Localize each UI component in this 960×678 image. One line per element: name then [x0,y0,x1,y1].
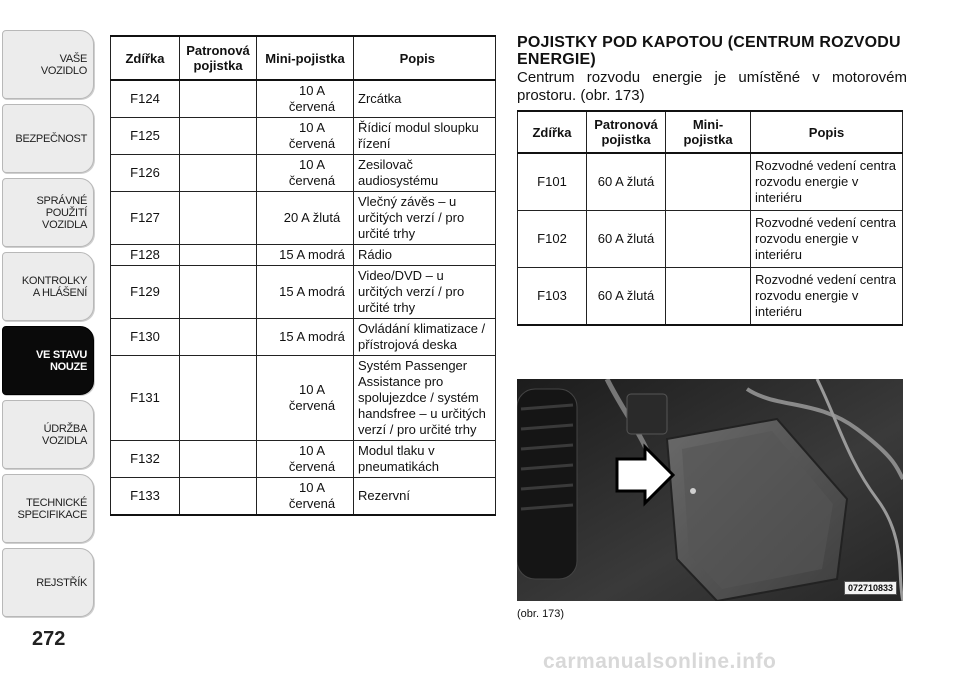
fuse-description: Zrcátka [354,80,496,118]
chapter-tab[interactable] [2,104,94,173]
chapter-tab[interactable] [2,474,94,543]
mini-fuse: 15 A modrá [257,245,354,266]
chapter-tab-label: REJSTŘÍK [36,576,87,589]
mini-fuse: 10 A červená [257,478,354,516]
col-header-mini: Mini-pojistka [666,111,751,153]
cartridge-fuse [180,155,257,192]
table-row [518,153,903,211]
table-row [111,478,496,516]
fuse-slot: F126 [111,155,180,192]
chapter-tab-label: SPRÁVNÉ POUŽITÍ VOZIDLA [36,194,87,231]
figure-caption: (obr. 173) [517,608,565,620]
fuse-description: Rozvodné vedení centra rozvodu energie v interiéru [751,153,903,211]
table-row [111,245,496,266]
mini-fuse: 10 A červená [257,356,354,441]
fuse-slot: F125 [111,118,180,155]
fuse-description: Rozvodné vedení centra rozvodu energie v interiéru [751,211,903,268]
fuse-description: Vlečný závěs – u určitých verzí / pro určité trhy [354,192,496,245]
chapter-tab[interactable] [2,178,94,247]
section-intro: Centrum rozvodu energie je umístěné v motorovém prostoru. (obr. 173) [517,69,907,104]
chapter-tabs [0,0,98,600]
fuse-slot: F131 [111,356,180,441]
chapter-tab[interactable] [2,548,94,617]
col-header-code: Zdířka [111,36,180,80]
col-header-desc: Popis [354,36,496,80]
col-header-code: Zdířka [518,111,587,153]
cartridge-fuse [180,356,257,441]
table-row [111,266,496,319]
fuse-table-left [110,35,496,516]
col-header-cartridge: Patronová pojistka [587,111,666,153]
fuse-slot: F130 [111,319,180,356]
table-row [111,441,496,478]
table-row [111,80,496,118]
watermark: carmanualsonline.info [543,650,777,673]
fuse-description: Zesilovač audiosystému [354,155,496,192]
chapter-tab-label: VE STAVU NOUZE [36,348,87,373]
fuse-slot: F129 [111,266,180,319]
chapter-tab-label: ÚDRŽBA VOZIDLA [42,422,87,447]
mini-fuse [666,268,751,326]
fuse-slot: F102 [518,211,587,268]
cartridge-fuse: 60 A žlutá [587,211,666,268]
cartridge-fuse [180,266,257,319]
mini-fuse [666,153,751,211]
fuse-description: Řídicí modul sloupku řízení [354,118,496,155]
fuse-slot: F132 [111,441,180,478]
fuse-slot: F124 [111,80,180,118]
chapter-tab-label: TECHNICKÉ SPECIFIKACE [17,496,87,521]
mini-fuse: 15 A modrá [257,266,354,319]
chapter-tab-label: BEZPEČNOST [15,132,87,145]
fuse-description: Rádio [354,245,496,266]
fuse-description: Video/DVD – u určitých verzí / pro určité trhy [354,266,496,319]
col-header-desc: Popis [751,111,903,153]
fuse-description: Rezervní [354,478,496,516]
cartridge-fuse [180,192,257,245]
col-header-cartridge: Patronová pojistka [180,36,257,80]
cartridge-fuse [180,478,257,516]
engine-bay-illustration [517,379,903,601]
cartridge-fuse [180,118,257,155]
fuse-slot: F103 [518,268,587,326]
table-row [518,268,903,326]
fuse-slot: F133 [111,478,180,516]
fuse-description: Modul tlaku v pneumatikách [354,441,496,478]
table-header-row [518,111,903,153]
fuse-slot: F101 [518,153,587,211]
table-row [518,211,903,268]
table-row [111,356,496,441]
engine-bay-photo [517,379,903,601]
section-heading: POJISTKY POD KAPOTOU (CENTRUM ROZVODU ENERGIE) [517,34,901,68]
mini-fuse: 10 A červená [257,118,354,155]
mini-fuse [666,211,751,268]
fuse-slot: F127 [111,192,180,245]
chapter-tab-label: KONTROLKY A HLÁŠENÍ [21,274,87,299]
mini-fuse: 20 A žlutá [257,192,354,245]
fuse-description: Systém Passenger Assistance pro spolujezdce / systém handsfree – u určitých verzí / pro určité trhy [354,356,496,441]
mini-fuse: 15 A modrá [257,319,354,356]
table-header-row [111,36,496,80]
table-row [111,319,496,356]
col-header-mini: Mini-pojistka [257,36,354,80]
figure-code: 072710833 [844,581,897,595]
cartridge-fuse [180,319,257,356]
chapter-tab[interactable] [2,400,94,469]
fuse-description: Ovládání klimatizace / přístrojová deska [354,319,496,356]
fuse-table-right [517,110,903,326]
chapter-tab-label: VAŠE VOZIDLO [40,52,87,77]
mini-fuse: 10 A červená [257,441,354,478]
page-number: 272 [32,628,66,650]
mini-fuse: 10 A červená [257,80,354,118]
fuse-description: Rozvodné vedení centra rozvodu energie v interiéru [751,268,903,326]
cartridge-fuse: 60 A žlutá [587,268,666,326]
chapter-tab[interactable] [2,30,94,99]
cartridge-fuse: 60 A žlutá [587,153,666,211]
cartridge-fuse [180,245,257,266]
fuse-slot: F128 [111,245,180,266]
table-row [111,118,496,155]
table-row [111,155,496,192]
cartridge-fuse [180,441,257,478]
mini-fuse: 10 A červená [257,155,354,192]
table-row [111,192,496,245]
chapter-tab[interactable] [2,326,94,395]
chapter-tab[interactable] [2,252,94,321]
cartridge-fuse [180,80,257,118]
